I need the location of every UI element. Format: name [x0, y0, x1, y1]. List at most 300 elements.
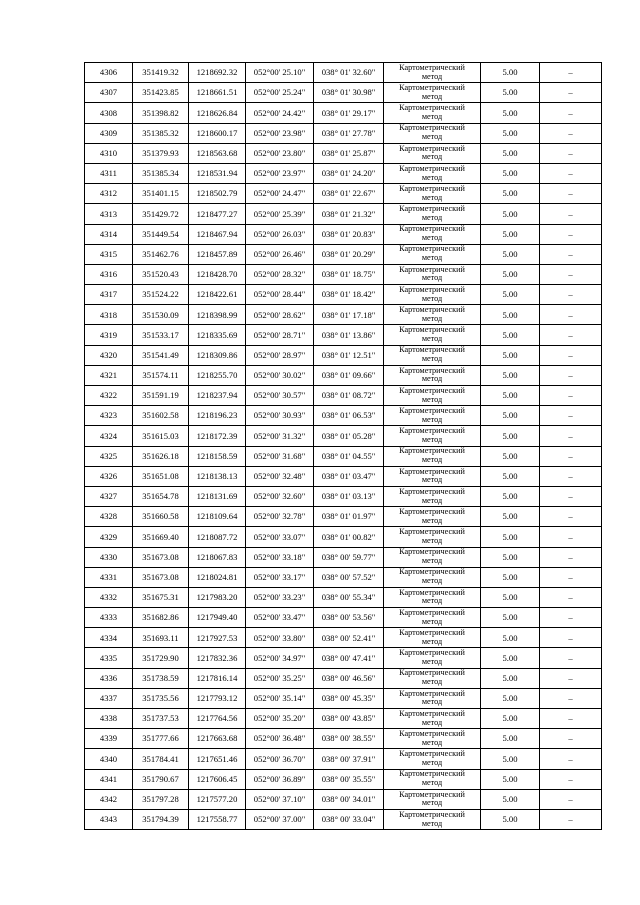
accuracy-cell: 5.00	[481, 285, 540, 305]
table-row	[85, 507, 602, 527]
y-coordinate-cell: 1218563.68	[189, 143, 246, 163]
table-row	[85, 365, 602, 385]
method-line-1: Картометрический	[399, 224, 465, 234]
method-line-1: Картометрический	[399, 103, 465, 113]
method-line-1: Картометрический	[399, 123, 465, 133]
point-number-cell: 4311	[85, 163, 133, 183]
y-coordinate-cell: 1218531.94	[189, 163, 246, 183]
dash-cell: –	[540, 486, 602, 506]
method-line-1: Картометрический	[399, 325, 465, 335]
point-number-cell: 4337	[85, 688, 133, 708]
latitude-cell: 052°00' 30.02"	[246, 365, 314, 385]
method-line-1: Картометрический	[399, 486, 465, 496]
longitude-cell: 038° 00' 55.34"	[314, 587, 384, 607]
dash-cell: –	[540, 345, 602, 365]
dash-cell: –	[540, 386, 602, 406]
accuracy-cell: 5.00	[481, 749, 540, 769]
accuracy-cell: 5.00	[481, 709, 540, 729]
point-number-cell: 4310	[85, 143, 133, 163]
method-cell	[384, 103, 481, 123]
y-coordinate-cell: 1218138.13	[189, 466, 246, 486]
table-row	[85, 386, 602, 406]
latitude-cell: 052°00' 26.03"	[246, 224, 314, 244]
table-row	[85, 648, 602, 668]
accuracy-cell: 5.00	[481, 729, 540, 749]
dash-cell: –	[540, 305, 602, 325]
point-number-cell: 4316	[85, 264, 133, 284]
method-line-2: метод	[421, 778, 443, 788]
y-coordinate-cell: 1218457.89	[189, 244, 246, 264]
latitude-cell: 052°00' 24.47"	[246, 184, 314, 204]
method-line-1: Картометрический	[399, 749, 465, 759]
point-number-cell: 4339	[85, 729, 133, 749]
table-row	[85, 668, 602, 688]
dash-cell: –	[540, 789, 602, 809]
longitude-cell: 038° 01' 29.17"	[314, 103, 384, 123]
latitude-cell: 052°00' 33.07"	[246, 527, 314, 547]
method-cell	[384, 486, 481, 506]
method-line-1: Картометрический	[399, 567, 465, 577]
longitude-cell: 038° 01' 03.13"	[314, 486, 384, 506]
latitude-cell: 052°00' 23.80"	[246, 143, 314, 163]
method-cell	[384, 204, 481, 224]
method-line-2: метод	[421, 798, 443, 808]
method-line-1: Картометрический	[399, 607, 465, 617]
dash-cell: –	[540, 63, 602, 83]
accuracy-cell: 5.00	[481, 365, 540, 385]
longitude-cell: 038° 00' 47.41"	[314, 648, 384, 668]
y-coordinate-cell: 1218600.17	[189, 123, 246, 143]
dash-cell: –	[540, 325, 602, 345]
table-row	[85, 809, 602, 829]
table-row	[85, 325, 602, 345]
point-number-cell: 4332	[85, 587, 133, 607]
point-number-cell: 4307	[85, 83, 133, 103]
method-line-1: Картометрический	[399, 62, 465, 72]
dash-cell: –	[540, 123, 602, 143]
y-coordinate-cell: 1217983.20	[189, 587, 246, 607]
method-line-2: метод	[421, 374, 443, 384]
point-number-cell: 4324	[85, 426, 133, 446]
method-cell	[384, 688, 481, 708]
accuracy-cell: 5.00	[481, 628, 540, 648]
x-coordinate-cell: 351673.08	[133, 547, 189, 567]
accuracy-cell: 5.00	[481, 668, 540, 688]
method-line-2: метод	[421, 737, 443, 747]
accuracy-cell: 5.00	[481, 386, 540, 406]
dash-cell: –	[540, 446, 602, 466]
dash-cell: –	[540, 507, 602, 527]
table-row	[85, 123, 602, 143]
method-cell	[384, 628, 481, 648]
latitude-cell: 052°00' 32.60"	[246, 486, 314, 506]
longitude-cell: 038° 01' 32.60"	[314, 63, 384, 83]
dash-cell: –	[540, 103, 602, 123]
y-coordinate-cell: 1218661.51	[189, 83, 246, 103]
accuracy-cell: 5.00	[481, 224, 540, 244]
y-coordinate-cell: 1218172.39	[189, 426, 246, 446]
method-line-2: метод	[421, 535, 443, 545]
dash-cell: –	[540, 204, 602, 224]
accuracy-cell: 5.00	[481, 143, 540, 163]
dash-cell: –	[540, 628, 602, 648]
x-coordinate-cell: 351462.76	[133, 244, 189, 264]
longitude-cell: 038° 00' 43.85"	[314, 709, 384, 729]
longitude-cell: 038° 00' 53.56"	[314, 608, 384, 628]
point-number-cell: 4308	[85, 103, 133, 123]
x-coordinate-cell: 351626.18	[133, 446, 189, 466]
y-coordinate-cell: 1218158.59	[189, 446, 246, 466]
method-line-2: метод	[421, 354, 443, 364]
method-line-2: метод	[421, 596, 443, 606]
x-coordinate-cell: 351520.43	[133, 264, 189, 284]
dash-cell: –	[540, 648, 602, 668]
x-coordinate-cell: 351794.39	[133, 809, 189, 829]
accuracy-cell: 5.00	[481, 244, 540, 264]
dash-cell: –	[540, 547, 602, 567]
x-coordinate-cell: 351682.86	[133, 608, 189, 628]
method-cell	[384, 809, 481, 829]
dash-cell: –	[540, 143, 602, 163]
latitude-cell: 052°00' 36.89"	[246, 769, 314, 789]
x-coordinate-cell: 351737.53	[133, 709, 189, 729]
y-coordinate-cell: 1218255.70	[189, 365, 246, 385]
y-coordinate-cell: 1218477.27	[189, 204, 246, 224]
point-number-cell: 4341	[85, 769, 133, 789]
method-line-1: Картометрический	[399, 345, 465, 355]
longitude-cell: 038° 00' 45.35"	[314, 688, 384, 708]
method-cell	[384, 729, 481, 749]
method-cell	[384, 345, 481, 365]
longitude-cell: 038° 01' 12.51"	[314, 345, 384, 365]
longitude-cell: 038° 01' 13.86"	[314, 325, 384, 345]
latitude-cell: 052°00' 23.98"	[246, 123, 314, 143]
x-coordinate-cell: 351541.49	[133, 345, 189, 365]
dash-cell: –	[540, 285, 602, 305]
method-line-1: Картометрический	[399, 405, 465, 415]
method-line-2: метод	[421, 273, 443, 283]
y-coordinate-cell: 1218502.79	[189, 184, 246, 204]
y-coordinate-cell: 1217663.68	[189, 729, 246, 749]
longitude-cell: 038° 01' 21.32"	[314, 204, 384, 224]
method-line-1: Картометрический	[399, 305, 465, 315]
dash-cell: –	[540, 184, 602, 204]
method-line-2: метод	[421, 657, 443, 667]
dash-cell: –	[540, 264, 602, 284]
method-cell	[384, 83, 481, 103]
method-line-2: метод	[421, 818, 443, 828]
y-coordinate-cell: 1217577.20	[189, 789, 246, 809]
y-coordinate-cell: 1217651.46	[189, 749, 246, 769]
x-coordinate-cell: 351385.34	[133, 163, 189, 183]
latitude-cell: 052°00' 33.17"	[246, 567, 314, 587]
method-line-2: метод	[421, 152, 443, 162]
method-line-1: Картометрический	[399, 688, 465, 698]
table-row	[85, 143, 602, 163]
longitude-cell: 038° 00' 37.91"	[314, 749, 384, 769]
x-coordinate-cell: 351615.03	[133, 426, 189, 446]
method-line-2: метод	[421, 91, 443, 101]
table-row	[85, 285, 602, 305]
method-cell	[384, 244, 481, 264]
dash-cell: –	[540, 244, 602, 264]
method-cell	[384, 749, 481, 769]
method-line-2: метод	[421, 455, 443, 465]
longitude-cell: 038° 01' 17.18"	[314, 305, 384, 325]
method-cell	[384, 365, 481, 385]
latitude-cell: 052°00' 28.44"	[246, 285, 314, 305]
accuracy-cell: 5.00	[481, 345, 540, 365]
table-row	[85, 163, 602, 183]
latitude-cell: 052°00' 28.71"	[246, 325, 314, 345]
method-line-1: Картометрический	[399, 385, 465, 395]
table-row	[85, 547, 602, 567]
point-number-cell: 4338	[85, 709, 133, 729]
dash-cell: –	[540, 83, 602, 103]
point-number-cell: 4315	[85, 244, 133, 264]
table-row	[85, 587, 602, 607]
method-line-2: метод	[421, 717, 443, 727]
table-row	[85, 426, 602, 446]
accuracy-cell: 5.00	[481, 769, 540, 789]
dash-cell: –	[540, 466, 602, 486]
accuracy-cell: 5.00	[481, 184, 540, 204]
x-coordinate-cell: 351777.66	[133, 729, 189, 749]
table-row	[85, 305, 602, 325]
dash-cell: –	[540, 365, 602, 385]
accuracy-cell: 5.00	[481, 446, 540, 466]
latitude-cell: 052°00' 23.97"	[246, 163, 314, 183]
method-cell	[384, 608, 481, 628]
longitude-cell: 038° 01' 03.47"	[314, 466, 384, 486]
method-line-1: Картометрический	[399, 809, 465, 819]
method-cell	[384, 587, 481, 607]
method-cell	[384, 547, 481, 567]
point-number-cell: 4322	[85, 386, 133, 406]
point-number-cell: 4333	[85, 608, 133, 628]
method-cell	[384, 769, 481, 789]
latitude-cell: 052°00' 31.68"	[246, 446, 314, 466]
longitude-cell: 038° 01' 25.87"	[314, 143, 384, 163]
method-cell	[384, 224, 481, 244]
point-number-cell: 4326	[85, 466, 133, 486]
x-coordinate-cell: 351797.28	[133, 789, 189, 809]
method-cell	[384, 184, 481, 204]
method-cell	[384, 507, 481, 527]
x-coordinate-cell: 351738.59	[133, 668, 189, 688]
longitude-cell: 038° 01' 05.28"	[314, 426, 384, 446]
y-coordinate-cell: 1218467.94	[189, 224, 246, 244]
latitude-cell: 052°00' 30.57"	[246, 386, 314, 406]
longitude-cell: 038° 00' 59.77"	[314, 547, 384, 567]
accuracy-cell: 5.00	[481, 426, 540, 446]
longitude-cell: 038° 01' 04.55"	[314, 446, 384, 466]
latitude-cell: 052°00' 37.00"	[246, 809, 314, 829]
latitude-cell: 052°00' 37.10"	[246, 789, 314, 809]
x-coordinate-cell: 351673.08	[133, 567, 189, 587]
method-line-1: Картометрический	[399, 264, 465, 274]
latitude-cell: 052°00' 28.97"	[246, 345, 314, 365]
method-cell	[384, 386, 481, 406]
point-number-cell: 4323	[85, 406, 133, 426]
method-line-1: Картометрический	[399, 82, 465, 92]
method-cell	[384, 285, 481, 305]
accuracy-cell: 5.00	[481, 547, 540, 567]
table-row	[85, 769, 602, 789]
latitude-cell: 052°00' 35.20"	[246, 709, 314, 729]
accuracy-cell: 5.00	[481, 648, 540, 668]
longitude-cell: 038° 00' 57.52"	[314, 567, 384, 587]
latitude-cell: 052°00' 25.39"	[246, 204, 314, 224]
dash-cell: –	[540, 749, 602, 769]
method-line-2: метод	[421, 212, 443, 222]
dash-cell: –	[540, 769, 602, 789]
latitude-cell: 052°00' 25.24"	[246, 83, 314, 103]
accuracy-cell: 5.00	[481, 789, 540, 809]
dash-cell: –	[540, 527, 602, 547]
method-line-2: метод	[421, 434, 443, 444]
y-coordinate-cell: 1218237.94	[189, 386, 246, 406]
method-line-2: метод	[421, 253, 443, 263]
longitude-cell: 038° 01' 18.75"	[314, 264, 384, 284]
method-line-1: Картометрический	[399, 769, 465, 779]
method-cell	[384, 466, 481, 486]
latitude-cell: 052°00' 25.10"	[246, 63, 314, 83]
point-number-cell: 4319	[85, 325, 133, 345]
x-coordinate-cell: 351735.56	[133, 688, 189, 708]
y-coordinate-cell: 1218087.72	[189, 527, 246, 547]
longitude-cell: 038° 00' 52.41"	[314, 628, 384, 648]
latitude-cell: 052°00' 36.48"	[246, 729, 314, 749]
point-number-cell: 4330	[85, 547, 133, 567]
y-coordinate-cell: 1217949.40	[189, 608, 246, 628]
longitude-cell: 038° 01' 27.78"	[314, 123, 384, 143]
method-line-1: Картометрический	[399, 365, 465, 375]
method-line-2: метод	[421, 677, 443, 687]
accuracy-cell: 5.00	[481, 567, 540, 587]
method-cell	[384, 305, 481, 325]
accuracy-cell: 5.00	[481, 507, 540, 527]
method-line-1: Картометрический	[399, 446, 465, 456]
method-cell	[384, 143, 481, 163]
point-number-cell: 4327	[85, 486, 133, 506]
method-line-2: метод	[421, 233, 443, 243]
dash-cell: –	[540, 709, 602, 729]
x-coordinate-cell: 351693.11	[133, 628, 189, 648]
method-cell	[384, 325, 481, 345]
method-cell	[384, 163, 481, 183]
method-line-1: Картометрический	[399, 668, 465, 678]
table-row	[85, 244, 602, 264]
point-number-cell: 4306	[85, 63, 133, 83]
accuracy-cell: 5.00	[481, 63, 540, 83]
table-row	[85, 446, 602, 466]
x-coordinate-cell: 351533.17	[133, 325, 189, 345]
table-row	[85, 486, 602, 506]
y-coordinate-cell: 1217606.45	[189, 769, 246, 789]
y-coordinate-cell: 1218422.61	[189, 285, 246, 305]
x-coordinate-cell: 351729.90	[133, 648, 189, 668]
x-coordinate-cell: 351524.22	[133, 285, 189, 305]
x-coordinate-cell: 351401.15	[133, 184, 189, 204]
accuracy-cell: 5.00	[481, 406, 540, 426]
x-coordinate-cell: 351423.85	[133, 83, 189, 103]
dash-cell: –	[540, 608, 602, 628]
method-line-1: Картометрический	[399, 708, 465, 718]
dash-cell: –	[540, 426, 602, 446]
y-coordinate-cell: 1217927.53	[189, 628, 246, 648]
method-line-2: метод	[421, 414, 443, 424]
latitude-cell: 052°00' 32.78"	[246, 507, 314, 527]
accuracy-cell: 5.00	[481, 325, 540, 345]
method-line-2: метод	[421, 616, 443, 626]
method-line-1: Картометрический	[399, 204, 465, 214]
coordinates-table	[84, 62, 602, 830]
y-coordinate-cell: 1217558.77	[189, 809, 246, 829]
method-line-2: метод	[421, 71, 443, 81]
method-line-2: метод	[421, 697, 443, 707]
dash-cell: –	[540, 163, 602, 183]
accuracy-cell: 5.00	[481, 466, 540, 486]
table-row	[85, 688, 602, 708]
point-number-cell: 4320	[85, 345, 133, 365]
accuracy-cell: 5.00	[481, 305, 540, 325]
dash-cell: –	[540, 224, 602, 244]
longitude-cell: 038° 01' 01.97"	[314, 507, 384, 527]
method-line-1: Картометрический	[399, 789, 465, 799]
method-line-1: Картометрический	[399, 143, 465, 153]
method-line-1: Картометрический	[399, 527, 465, 537]
method-line-2: метод	[421, 475, 443, 485]
method-cell	[384, 446, 481, 466]
y-coordinate-cell: 1218067.83	[189, 547, 246, 567]
x-coordinate-cell: 351602.58	[133, 406, 189, 426]
latitude-cell: 052°00' 32.48"	[246, 466, 314, 486]
y-coordinate-cell: 1218335.69	[189, 325, 246, 345]
accuracy-cell: 5.00	[481, 103, 540, 123]
y-coordinate-cell: 1218309.86	[189, 345, 246, 365]
method-line-2: метод	[421, 293, 443, 303]
longitude-cell: 038° 00' 35.55"	[314, 769, 384, 789]
method-line-2: метод	[421, 495, 443, 505]
table-row	[85, 466, 602, 486]
longitude-cell: 038° 01' 00.82"	[314, 527, 384, 547]
y-coordinate-cell: 1217832.36	[189, 648, 246, 668]
method-line-1: Картометрический	[399, 728, 465, 738]
y-coordinate-cell: 1217793.12	[189, 688, 246, 708]
accuracy-cell: 5.00	[481, 608, 540, 628]
point-number-cell: 4343	[85, 809, 133, 829]
x-coordinate-cell: 351574.11	[133, 365, 189, 385]
accuracy-cell: 5.00	[481, 486, 540, 506]
accuracy-cell: 5.00	[481, 83, 540, 103]
latitude-cell: 052°00' 35.25"	[246, 668, 314, 688]
point-number-cell: 4334	[85, 628, 133, 648]
method-cell	[384, 668, 481, 688]
method-line-2: метод	[421, 111, 443, 121]
x-coordinate-cell: 351530.09	[133, 305, 189, 325]
table-body	[85, 63, 602, 830]
latitude-cell: 052°00' 33.47"	[246, 608, 314, 628]
method-line-2: метод	[421, 334, 443, 344]
method-line-1: Картометрический	[399, 547, 465, 557]
x-coordinate-cell: 351419.32	[133, 63, 189, 83]
table-row	[85, 729, 602, 749]
method-cell	[384, 63, 481, 83]
table-row	[85, 608, 602, 628]
y-coordinate-cell: 1218692.32	[189, 63, 246, 83]
latitude-cell: 052°00' 31.32"	[246, 426, 314, 446]
